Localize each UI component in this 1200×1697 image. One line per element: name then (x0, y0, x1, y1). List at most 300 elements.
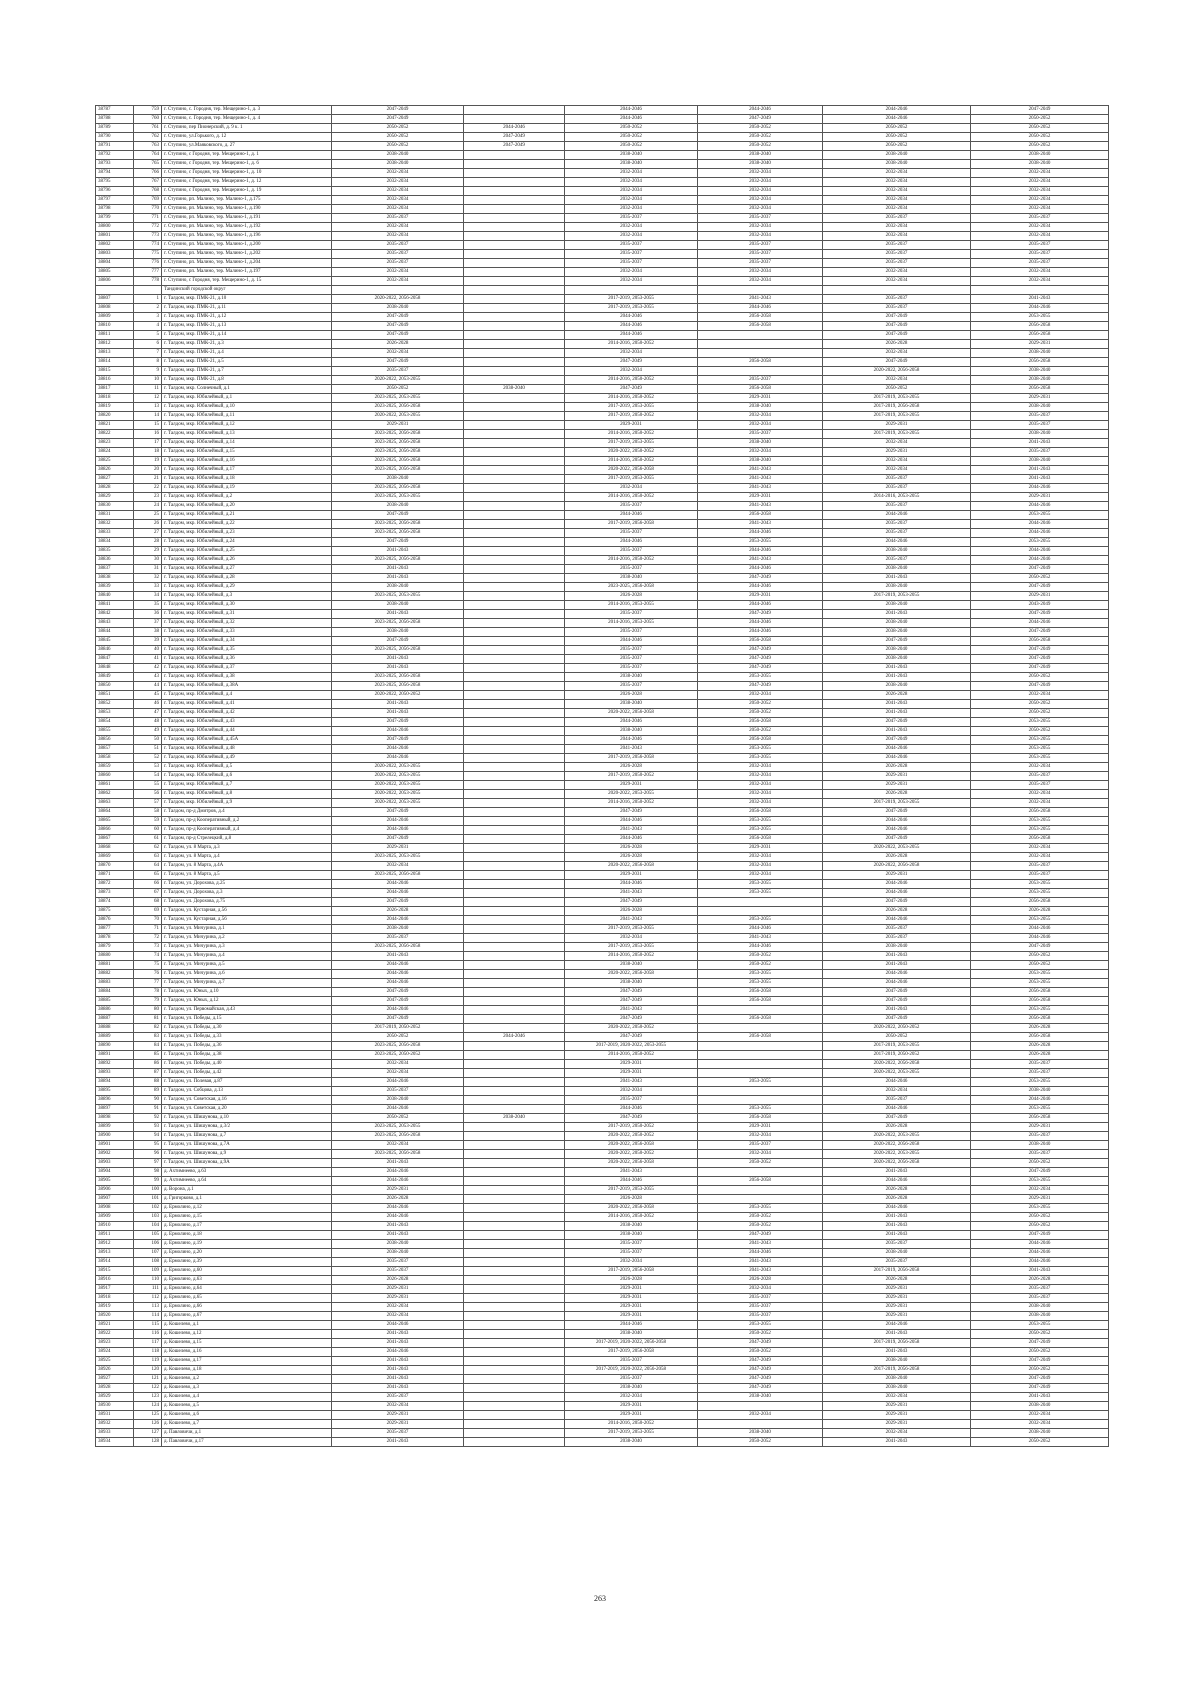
table-cell: 38855 (96, 727, 134, 736)
table-cell: 2020-2022, 2050-2052 (565, 1150, 698, 1159)
table-cell: 2050-2052 (698, 1438, 823, 1447)
table-cell: 2053-2055 (971, 889, 1109, 898)
table-row (96, 1249, 1109, 1258)
table-cell: 762 (134, 133, 162, 142)
table-cell: 2029-2031 (698, 1123, 823, 1132)
table-cell: 38888 (96, 1024, 134, 1033)
table-cell: 2044-2046 (332, 880, 464, 889)
table-row (96, 115, 1109, 124)
table-cell: 2041-2043 (332, 1231, 464, 1240)
table-cell (698, 1060, 823, 1069)
table-cell (464, 763, 565, 772)
table-cell: 2035-2037 (823, 475, 971, 484)
table-cell: г. Талдом, мкр. Юбилейный, д.7 (162, 781, 332, 790)
table-row (96, 1384, 1109, 1393)
table-cell: 61 (134, 835, 162, 844)
table-cell: 84 (134, 1042, 162, 1051)
table-cell: 38913 (96, 1249, 134, 1258)
table-cell: 2050-2052 (332, 124, 464, 133)
table-cell: 2047-2049 (971, 1339, 1109, 1348)
table-cell: 2035-2037 (823, 259, 971, 268)
table-cell: г. Ступино, рп. Малино, тер. Малино-1, д.204 (162, 259, 332, 268)
table-cell: д. Кошелево, д.1 (162, 1321, 332, 1330)
table-cell: 2035-2037 (823, 214, 971, 223)
table-cell: 2035-2037 (823, 1258, 971, 1267)
table-cell: г. Талдом, мкр. Юбилейный, д.29 (162, 583, 332, 592)
table-cell: г. Талдом, мкр. ПМК-21, д.7 (162, 367, 332, 376)
table-cell: 2053-2055 (698, 1078, 823, 1087)
table-cell: 2017-2019, 2053-2055 (823, 412, 971, 421)
table-cell: 2032-2034 (823, 178, 971, 187)
table-cell: 38820 (96, 412, 134, 421)
table-cell (464, 997, 565, 1006)
table-cell: 2023-2025, 2056-2058 (332, 520, 464, 529)
table-cell: 18 (134, 448, 162, 457)
table-cell: 2053-2055 (971, 979, 1109, 988)
table-row (96, 592, 1109, 601)
table-cell: 2023-2025, 2056-2058 (332, 556, 464, 565)
table-cell: 2014-2016, 2053-2055 (565, 601, 698, 610)
table-row (96, 484, 1109, 493)
table-cell: г. Талдом, ул. Первомайская, д.43 (162, 1006, 332, 1015)
table-cell: 2035-2037 (565, 682, 698, 691)
table-cell: 2047-2049 (823, 988, 971, 997)
table-cell: 2023-2025, 2053-2055 (332, 1123, 464, 1132)
table-cell: 2044-2046 (698, 943, 823, 952)
table-cell: 761 (134, 124, 162, 133)
table-cell (464, 790, 565, 799)
table-cell: 38924 (96, 1348, 134, 1357)
table-cell: 2035-2037 (971, 421, 1109, 430)
table-cell: 2050-2052 (971, 727, 1109, 736)
table-cell: 73 (134, 943, 162, 952)
table-cell: 2032-2034 (971, 268, 1109, 277)
table-cell: 2047-2049 (971, 1357, 1109, 1366)
table-cell: 2041-2043 (698, 295, 823, 304)
table-cell: 2026-2028 (332, 340, 464, 349)
table-row (96, 385, 1109, 394)
table-cell: 53 (134, 763, 162, 772)
table-cell: 2032-2034 (332, 1402, 464, 1411)
table-row (96, 889, 1109, 898)
table-cell: 2023-2025, 2050-2052 (332, 1051, 464, 1060)
table-cell: 125 (134, 1411, 162, 1420)
table-cell: 2056-2058 (698, 808, 823, 817)
table-cell: 2035-2037 (823, 484, 971, 493)
table-cell: г. Талдом, мкр. Юбилейный, д.8 (162, 790, 332, 799)
table-cell: 2047-2049 (565, 385, 698, 394)
table-cell: г. Талдом, ул. Шишунова, д.7А (162, 1141, 332, 1150)
table-cell: 2056-2058 (971, 385, 1109, 394)
table-cell: 2023-2025, 2056-2058 (332, 682, 464, 691)
table-cell: 2047-2049 (698, 646, 823, 655)
table-cell: 2026-2028 (332, 1195, 464, 1204)
table-cell (698, 1069, 823, 1078)
table-cell: 38817 (96, 385, 134, 394)
table-cell: 2041-2043 (698, 1267, 823, 1276)
table-cell: 2053-2055 (971, 313, 1109, 322)
table-cell: г. Талдом, ул. Мичурина, д.3 (162, 943, 332, 952)
table-cell: 2041-2043 (332, 655, 464, 664)
table-cell: 2047-2049 (464, 133, 565, 142)
table-cell: 2053-2055 (971, 970, 1109, 979)
table-row (96, 655, 1109, 664)
table-cell: 2032-2034 (698, 421, 823, 430)
table-row (96, 610, 1109, 619)
table-row (96, 700, 1109, 709)
table-cell: 776 (134, 259, 162, 268)
table-cell (464, 214, 565, 223)
table-cell: 59 (134, 817, 162, 826)
table-cell: 2041-2043 (332, 700, 464, 709)
table-row (96, 475, 1109, 484)
table-cell: 2044-2046 (698, 1249, 823, 1258)
table-cell: 2035-2037 (971, 1150, 1109, 1159)
table-cell (464, 277, 565, 286)
table-cell: 2029-2031 (698, 844, 823, 853)
table-cell (464, 988, 565, 997)
table-cell: 2026-2028 (698, 1276, 823, 1285)
table-cell: 2017-2019, 2050-2052 (565, 1123, 698, 1132)
table-cell: г. Талдом, мкр. Юбилейный, д.21 (162, 511, 332, 520)
table-cell: 2044-2046 (565, 331, 698, 340)
table-cell: 773 (134, 232, 162, 241)
table-cell: 2020-2022, 2056-2058 (565, 709, 698, 718)
table-cell: 2032-2034 (971, 691, 1109, 700)
table-cell: 2038-2040 (971, 430, 1109, 439)
table-cell: г. Ступино, рп. Малино, тер. Малино-1, д.190 (162, 205, 332, 214)
table-cell: 2032-2034 (971, 187, 1109, 196)
table-cell: 2053-2055 (698, 1105, 823, 1114)
table-cell: 2029-2031 (332, 1411, 464, 1420)
table-cell: 2053-2055 (698, 745, 823, 754)
table-cell: 2029-2031 (698, 592, 823, 601)
table-cell: г. Талдом, мкр. ПМК-21, д.12 (162, 313, 332, 322)
table-cell (464, 655, 565, 664)
table-cell: 2041-2043 (971, 475, 1109, 484)
table-cell: 2041-2043 (332, 1375, 464, 1384)
table-cell: 2044-2046 (332, 826, 464, 835)
table-cell: 38789 (96, 124, 134, 133)
table-cell (464, 952, 565, 961)
table-cell: д. Ермолино, д.39 (162, 1258, 332, 1267)
table-cell: 2047-2049 (565, 1015, 698, 1024)
table-cell: 2047-2049 (698, 610, 823, 619)
table-cell: 2044-2046 (971, 1249, 1109, 1258)
table-cell: 2050-2052 (565, 142, 698, 151)
table-cell: 2023-2025, 2056-2058 (332, 529, 464, 538)
table-row (96, 439, 1109, 448)
table-cell: 2041-2043 (823, 1006, 971, 1015)
table-cell: 38797 (96, 196, 134, 205)
table-cell (464, 862, 565, 871)
table-row (96, 1429, 1109, 1438)
table-cell: 2044-2046 (971, 1240, 1109, 1249)
table-cell: 2032-2034 (332, 1069, 464, 1078)
table-cell: 2044-2046 (698, 106, 823, 115)
table-cell: 22 (134, 484, 162, 493)
table-cell: 760 (134, 115, 162, 124)
table-cell: 38867 (96, 835, 134, 844)
table-cell: 2056-2058 (971, 322, 1109, 331)
table-cell: 2035-2037 (971, 772, 1109, 781)
table-cell: 2041-2043 (332, 1339, 464, 1348)
table-cell: 2029-2031 (565, 1402, 698, 1411)
table-cell: 65 (134, 871, 162, 880)
table-cell: д. Кошелево, д.3 (162, 1384, 332, 1393)
table-cell: 2038-2040 (971, 151, 1109, 160)
table-cell: 2032-2034 (332, 1303, 464, 1312)
table-row (96, 772, 1109, 781)
table-cell: 2035-2037 (698, 214, 823, 223)
table-cell: 2032-2034 (565, 1087, 698, 1096)
table-cell: 2029-2031 (823, 1303, 971, 1312)
table-cell: д. Ермолино, д.20 (162, 1249, 332, 1258)
table-cell: г. Ступино, ул.Маяковского, д. 27 (162, 142, 332, 151)
table-cell: 38800 (96, 223, 134, 232)
table-cell (464, 853, 565, 862)
table-cell: 2035-2037 (565, 655, 698, 664)
table-cell: 2050-2052 (971, 952, 1109, 961)
table-cell: 2044-2046 (565, 1321, 698, 1330)
table-cell: 2038-2040 (698, 151, 823, 160)
table-row (96, 520, 1109, 529)
table-cell (464, 592, 565, 601)
table-row (96, 1150, 1109, 1159)
table-row (96, 124, 1109, 133)
table-row (96, 1042, 1109, 1051)
table-cell: г. Ступино, рп. Малино, тер. Малино-1, д.192 (162, 223, 332, 232)
table-cell: 38903 (96, 1159, 134, 1168)
table-cell: 2032-2034 (565, 223, 698, 232)
table-cell: 29 (134, 547, 162, 556)
table-cell: 2017-2019, 2053-2055 (565, 403, 698, 412)
table-cell: 2041-2043 (332, 565, 464, 574)
table-cell: 2014-2016, 2050-2052 (565, 430, 698, 439)
table-row (96, 1195, 1109, 1204)
table-cell: 2047-2049 (565, 898, 698, 907)
table-cell: 2041-2043 (698, 484, 823, 493)
table-cell: г. Талдом, мкр. Солнечный, д.1 (162, 385, 332, 394)
table-cell: 2032-2034 (698, 1411, 823, 1420)
table-cell: 2044-2046 (823, 979, 971, 988)
table-cell: 2020-2022, 2053-2055 (332, 799, 464, 808)
table-cell: 2041-2043 (823, 727, 971, 736)
table-cell: 2053-2055 (698, 826, 823, 835)
table-cell: 2056-2058 (698, 511, 823, 520)
table-cell: 2047-2049 (971, 664, 1109, 673)
table-cell: 2041-2043 (823, 1168, 971, 1177)
table-cell: г. Талдом, мкр. Юбилейный, д.9 (162, 799, 332, 808)
table-cell: 2020-2022, 2053-2055 (332, 412, 464, 421)
table-cell: 2038-2040 (823, 547, 971, 556)
table-cell: г. Талдом, мкр. Юбилейный, д.25 (162, 547, 332, 556)
table-cell: 38918 (96, 1294, 134, 1303)
table-cell: 38861 (96, 781, 134, 790)
table-cell: 2044-2046 (698, 619, 823, 628)
table-cell: 2035-2037 (823, 529, 971, 538)
table-cell (464, 673, 565, 682)
table-cell: 2047-2049 (823, 997, 971, 1006)
table-cell: 2032-2034 (332, 349, 464, 358)
table-row (96, 1393, 1109, 1402)
table-cell: 72 (134, 934, 162, 943)
table-cell: д. Кошелево, д.7 (162, 1420, 332, 1429)
table-cell: 24 (134, 502, 162, 511)
table-cell: 2026-2028 (565, 592, 698, 601)
table-cell: 38838 (96, 574, 134, 583)
table-cell: 2044-2046 (565, 322, 698, 331)
table-cell (464, 394, 565, 403)
table-cell: 2044-2046 (823, 880, 971, 889)
table-cell: 97 (134, 1159, 162, 1168)
table-cell: 2035-2037 (565, 259, 698, 268)
table-cell: 2035-2037 (565, 214, 698, 223)
table-cell: 119 (134, 1357, 162, 1366)
table-cell: 2032-2034 (332, 232, 464, 241)
table-cell: 2035-2037 (698, 1312, 823, 1321)
table-cell: 2041-2043 (823, 664, 971, 673)
table-row (96, 1132, 1109, 1141)
table-cell: 2038-2040 (971, 1141, 1109, 1150)
table-row (96, 583, 1109, 592)
table-cell: 2050-2052 (971, 574, 1109, 583)
table-row (96, 916, 1109, 925)
table-cell (464, 295, 565, 304)
table-cell (464, 835, 565, 844)
table-cell: 2038-2040 (823, 655, 971, 664)
table-cell: 2041-2043 (823, 1222, 971, 1231)
table-cell: 2044-2046 (332, 727, 464, 736)
table-cell: 38857 (96, 745, 134, 754)
table-cell: 2023-2025, 2053-2055 (332, 493, 464, 502)
table-cell: 2041-2043 (332, 664, 464, 673)
table-cell: 38911 (96, 1231, 134, 1240)
table-cell: 38830 (96, 502, 134, 511)
table-row (96, 304, 1109, 313)
table-cell (464, 1015, 565, 1024)
table-cell: 105 (134, 1231, 162, 1240)
table-cell (464, 826, 565, 835)
table-cell: 2026-2028 (971, 1276, 1109, 1285)
table-cell: 2047-2049 (332, 106, 464, 115)
table-row (96, 1168, 1109, 1177)
table-cell: 2047-2049 (332, 538, 464, 547)
table-row (96, 574, 1109, 583)
table-cell: 25 (134, 511, 162, 520)
table-cell: 2038-2040 (332, 1249, 464, 1258)
table-cell (698, 340, 823, 349)
table-cell: г. Талдом, мкр. Юбилейный, д.38А (162, 682, 332, 691)
table-row (96, 322, 1109, 331)
table-cell: 2038-2040 (971, 349, 1109, 358)
table-cell: г. Талдом, мкр. Юбилейный, д.34 (162, 637, 332, 646)
table-row (96, 1321, 1109, 1330)
table-cell: 2044-2046 (332, 817, 464, 826)
table-cell: 82 (134, 1024, 162, 1033)
table-cell: 71 (134, 925, 162, 934)
table-row (96, 619, 1109, 628)
table-cell (464, 1105, 565, 1114)
table-cell: 2032-2034 (698, 763, 823, 772)
table-cell: 2017-2019, 2056-2058 (565, 1267, 698, 1276)
table-cell: 38862 (96, 790, 134, 799)
table-cell: 2032-2034 (698, 187, 823, 196)
table-cell: г. Талдом, ул. Дорохова, д.25 (162, 880, 332, 889)
table-cell: 2020-2022, 2056-2058 (823, 862, 971, 871)
table-cell: 2050-2052 (698, 133, 823, 142)
table-cell: 2038-2040 (565, 574, 698, 583)
table-cell: 2014-2016, 2050-2052 (565, 952, 698, 961)
table-cell: 2026-2028 (823, 853, 971, 862)
table-cell: д. Григорково, д.1 (162, 1195, 332, 1204)
table-cell: 2044-2046 (823, 745, 971, 754)
table-cell: 38884 (96, 988, 134, 997)
table-cell: 2038-2040 (823, 1357, 971, 1366)
table-cell: д. Ермолино, д.19 (162, 1240, 332, 1249)
table-cell: 2038-2040 (823, 160, 971, 169)
table-cell: 2050-2052 (698, 142, 823, 151)
table-cell: г. Талдом, мкр. Юбилейный, д.2 (162, 493, 332, 502)
table-cell: 45 (134, 691, 162, 700)
table-cell: 2035-2037 (332, 1267, 464, 1276)
table-row (96, 547, 1109, 556)
table-cell: 38842 (96, 610, 134, 619)
table-cell: 2032-2034 (698, 1132, 823, 1141)
table-cell: 2035-2037 (971, 1294, 1109, 1303)
table-cell: 777 (134, 268, 162, 277)
table-cell: 2047-2049 (565, 1114, 698, 1123)
table-cell: 2038-2040 (565, 700, 698, 709)
table-cell: 2020-2022, 2053-2055 (332, 781, 464, 790)
table-cell: 2020-2022, 2056-2058 (565, 1141, 698, 1150)
table-cell: 2056-2058 (698, 1177, 823, 1186)
table-cell: 2044-2046 (823, 1321, 971, 1330)
table-cell: 60 (134, 826, 162, 835)
table-cell (464, 187, 565, 196)
table-cell: 2032-2034 (823, 439, 971, 448)
table-cell (464, 907, 565, 916)
table-cell: 2038-2040 (332, 1240, 464, 1249)
table-cell: г. Талдом, мкр. ПМК-21, д.13 (162, 322, 332, 331)
table-cell: 2023-2025, 2056-2058 (332, 1150, 464, 1159)
table-cell: 2050-2052 (698, 700, 823, 709)
table-cell: 2035-2037 (565, 628, 698, 637)
table-cell: г. Талдом, ул. 8 Марта, д.4 (162, 853, 332, 862)
table-cell: 2020-2022, 2053-2055 (823, 1069, 971, 1078)
table-cell: д. Ермолино, д.12 (162, 1204, 332, 1213)
table-cell: 62 (134, 844, 162, 853)
table-cell (464, 448, 565, 457)
table-cell: 2044-2046 (565, 1105, 698, 1114)
table-row (96, 745, 1109, 754)
table-cell: 2041-2043 (565, 1078, 698, 1087)
table-cell: 2029-2031 (332, 1420, 464, 1429)
table-cell: 2032-2034 (971, 853, 1109, 862)
table-cell: 2020-2022, 2053-2055 (823, 1150, 971, 1159)
table-cell: 2050-2052 (332, 1033, 464, 1042)
table-cell: г. Талдом, мкр. Юбилейный, д.45А (162, 736, 332, 745)
table-cell: 778 (134, 277, 162, 286)
table-cell (464, 1123, 565, 1132)
table-cell: 2038-2040 (332, 475, 464, 484)
table-cell: 38887 (96, 1015, 134, 1024)
table-row (96, 1258, 1109, 1267)
table-cell: г. Талдом, мкр. Юбилейный, д.35 (162, 646, 332, 655)
table-row (96, 187, 1109, 196)
table-cell: 2035-2037 (332, 1393, 464, 1402)
table-cell: 2056-2058 (698, 736, 823, 745)
